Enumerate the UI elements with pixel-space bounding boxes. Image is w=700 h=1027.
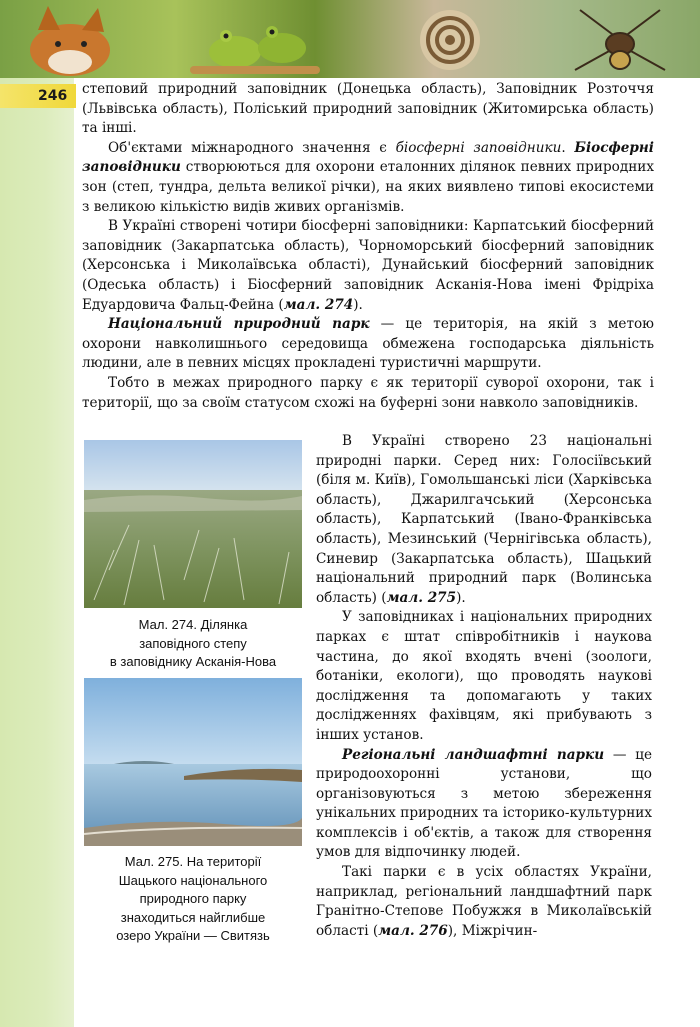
banner-illustration bbox=[0, 0, 700, 78]
figure-reference: мал. 274 bbox=[283, 296, 354, 313]
paragraph-national-parks-list: В Україні створено 23 національні природні парки. Серед них: Голосіївський (біля м. Київ), Гомольшанські ліси (Харківська область), Джарилгачський (Херсонська область), Карпатський (Івано-Франківська область), Мезинський (Чернігівська область), Синевир (Закарпатська область), Шацький національний природний парк (Волинська область) (мал. 275). bbox=[316, 433, 652, 606]
column-text-block bbox=[316, 432, 652, 941]
paragraph-regional-parks-example: Такі парки є в усіх областях України, наприклад, регіональний ландшафтний парк Гранітно-Степове Побужжя в Миколаївській області (мал. 276), Міжрічин- bbox=[316, 864, 652, 939]
term-biosphere-reserves-bold: Біосферні заповідники bbox=[82, 139, 654, 176]
left-margin-strip bbox=[0, 0, 74, 1027]
figure-reference: мал. 276 bbox=[378, 922, 448, 939]
paragraph-biosphere-intro: Об'єктами міжнародного значення є біосферні заповідники. Біосферні заповідники створюються для охорони еталонних ділянок певних природних зон (степ, тундра, дельта великої річки), на яких виявлено типові екосистеми з великою кількістю видів живих організмів. bbox=[82, 139, 654, 215]
paragraph-national-park-definition: Національний природний парк — це територія, на якій з метою охорони навколишнього середовища обмежена господарська діяльність людини, але в певних місцях прокладені туристичні маршрути. bbox=[82, 316, 654, 372]
paragraph-regional-parks: Регіональні ландшафтні парки — це природоохоронні установи, що організовуються з метою збереження унікальних природних та історико-культурних комплексів і об'єктів, а також для створення умов для відпочинку людей. bbox=[316, 746, 652, 861]
steppe-image bbox=[84, 440, 302, 608]
header-banner-photos bbox=[0, 0, 700, 78]
paragraph-biosphere-list: В Україні створені чотири біосферні заповідники: Карпатський біосферний заповідник (Закарпатська область), Чорноморський біосферний заповідник (Херсонська і Миколаївська області), Дунайський біосферний заповідник (Одеська область) і Біосферний заповідник Асканія-Нова імені Фрідріха Едуардовича Фальц-Фейна (мал. 274). bbox=[82, 218, 654, 313]
paragraph-continuation: степовий природний заповідник (Донецька область), Заповідник Розточчя (Львівська область), Поліський природний заповідник (Житомирська область) та інші. bbox=[82, 81, 654, 137]
figure-caption-275: Мал. 275. На території Шацького національного природного парку знаходиться найглибше озеро України — Свитязь bbox=[116, 854, 270, 943]
page-number: 246 bbox=[38, 88, 68, 104]
term-regional-parks: Регіональні ландшафтні парки bbox=[342, 746, 605, 763]
paragraph-staff: У заповідниках і національних природних парках є штат співробітників і наукова частина, до якої входять вчені (зоологи, ботаніки, екологи), що проводять наукові дослідження та допомагають у таких дослідженнях фахівцям, які прибувають з інших установ. bbox=[316, 609, 652, 743]
term-national-park: Національний природний парк bbox=[108, 316, 370, 333]
figure-reference: мал. 275 bbox=[386, 589, 457, 606]
photo-lake-svityaz bbox=[84, 678, 302, 846]
paragraph-park-zones: Тобто в межах природного парку є як території суворої охорони, так і території, що за своїм статусом схожі на буферні зони навколо заповідників. bbox=[82, 374, 654, 411]
lake-image bbox=[84, 678, 302, 846]
figure-caption-274: Мал. 274. Ділянка заповідного степу в заповіднику Асканія-Нова bbox=[109, 617, 277, 669]
term-biosphere-reserves: біосферні заповідники bbox=[395, 139, 562, 156]
photo-steppe bbox=[84, 440, 302, 608]
snail-shell-icon bbox=[420, 10, 480, 70]
main-text-block bbox=[82, 80, 654, 413]
